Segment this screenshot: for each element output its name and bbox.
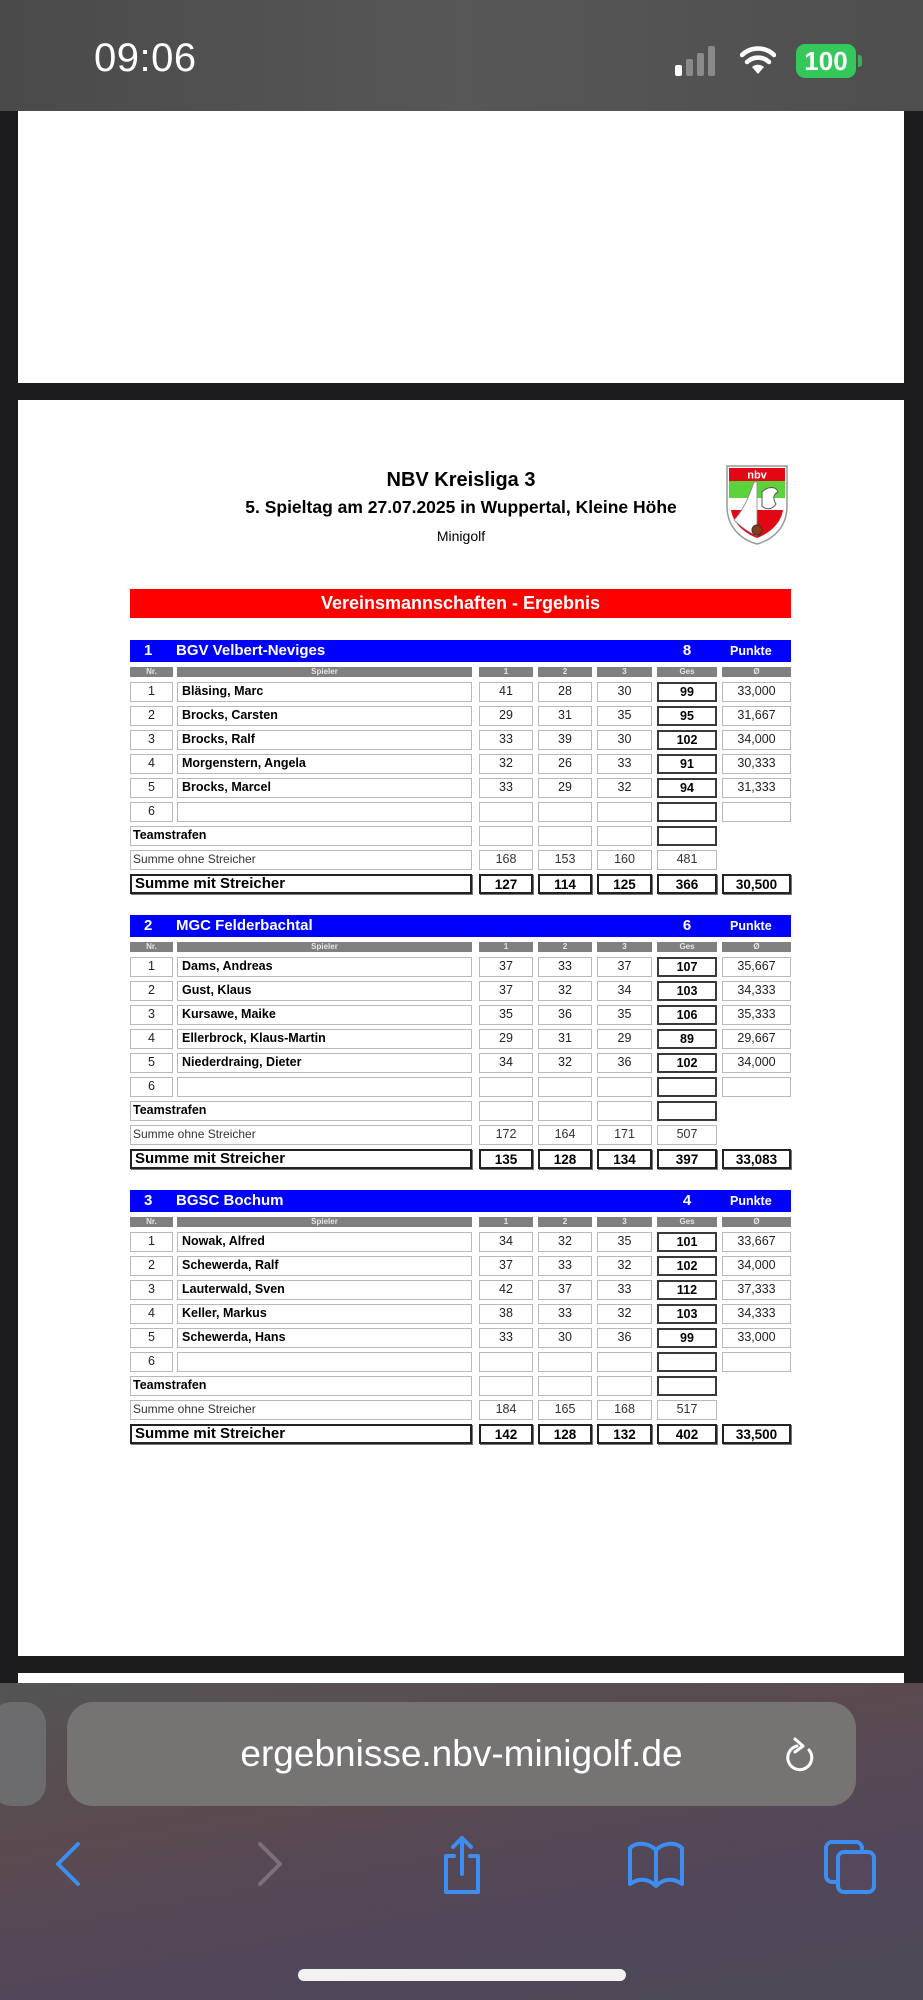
player-score-r2: 32 <box>538 1053 592 1073</box>
player-nr: 1 <box>130 957 173 977</box>
player-score-avg: 34,000 <box>722 1053 791 1073</box>
player-name: Kursawe, Maike <box>177 1005 472 1025</box>
player-nr: 4 <box>130 1029 173 1049</box>
column-header-player: Spieler <box>177 1217 472 1227</box>
sum-with-avg: 30,500 <box>722 874 791 894</box>
player-nr: 5 <box>130 778 173 798</box>
column-header-total: Ges <box>657 1217 717 1227</box>
column-header-player: Spieler <box>177 667 472 677</box>
player-score-r3: 35 <box>597 1232 652 1252</box>
previous-tab-peek[interactable] <box>0 1702 46 1806</box>
sum-without-label: Summe ohne Streicher <box>130 850 472 870</box>
player-nr: 4 <box>130 754 173 774</box>
player-score-r3 <box>597 802 652 822</box>
document-subtitle: 5. Spieltag am 27.07.2025 in Wuppertal, Kleine Höhe <box>245 497 677 517</box>
player-score-total: 101 <box>657 1232 717 1252</box>
player-row <box>130 1230 791 1254</box>
penalty-total <box>657 826 717 846</box>
player-score-r2: 31 <box>538 706 592 726</box>
player-score-avg: 33,000 <box>722 1328 791 1348</box>
team-penalties-row <box>130 1099 791 1123</box>
player-score-total: 99 <box>657 682 717 702</box>
team-name: MGC Felderbachtal <box>176 917 313 934</box>
sum-with-label: Summe mit Streicher <box>130 874 472 894</box>
team-table <box>130 1190 791 1446</box>
sum-with-label: Summe mit Streicher <box>130 1424 472 1444</box>
player-row <box>130 955 791 979</box>
penalty-r3 <box>597 826 652 846</box>
wifi-icon <box>740 44 776 76</box>
sum-without-drop-row <box>130 848 791 872</box>
team-rank: 1 <box>144 642 153 659</box>
player-score-total: 103 <box>657 981 717 1001</box>
player-score-r2 <box>538 1352 592 1372</box>
player-name: Brocks, Ralf <box>177 730 472 750</box>
player-name: Ellerbrock, Klaus-Martin <box>177 1029 472 1049</box>
player-row <box>130 1326 791 1350</box>
player-score-total: 102 <box>657 1256 717 1276</box>
penalty-r1 <box>479 826 533 846</box>
sum-without-r1: 184 <box>479 1400 533 1420</box>
player-score-r1: 34 <box>479 1053 533 1073</box>
penalty-total <box>657 1101 717 1121</box>
player-score-avg: 37,333 <box>722 1280 791 1300</box>
team-table <box>130 640 791 896</box>
team-rank: 2 <box>144 917 153 934</box>
penalties-label: Teamstrafen <box>130 1101 472 1121</box>
column-header-nr: Nr. <box>130 1217 173 1227</box>
column-header-total: Ges <box>657 942 717 952</box>
player-score-r3: 35 <box>597 706 652 726</box>
sum-with-r3: 132 <box>597 1424 652 1444</box>
player-score-total: 102 <box>657 1053 717 1073</box>
player-score-r3: 37 <box>597 957 652 977</box>
status-bar <box>0 0 923 111</box>
team-penalties-row <box>130 824 791 848</box>
sum-without-total: 517 <box>657 1400 717 1420</box>
player-score-r1: 33 <box>479 778 533 798</box>
player-score-r3: 35 <box>597 1005 652 1025</box>
player-name: Schewerda, Ralf <box>177 1256 472 1276</box>
player-score-r2 <box>538 1077 592 1097</box>
player-nr: 5 <box>130 1053 173 1073</box>
player-score-r3: 30 <box>597 682 652 702</box>
battery-icon: 100 <box>796 44 856 78</box>
sum-with-avg: 33,500 <box>722 1424 791 1444</box>
player-name: Niederdraing, Dieter <box>177 1053 472 1073</box>
player-score-r2: 37 <box>538 1280 592 1300</box>
player-score-r1: 29 <box>479 706 533 726</box>
column-header-round-3: 3 <box>597 1217 652 1227</box>
sum-with-label: Summe mit Streicher <box>130 1149 472 1169</box>
player-score-total: 102 <box>657 730 717 750</box>
reload-icon[interactable] <box>783 1736 819 1778</box>
player-score-avg: 33,000 <box>722 682 791 702</box>
player-score-r1: 33 <box>479 730 533 750</box>
player-score-r2: 26 <box>538 754 592 774</box>
player-nr: 6 <box>130 802 173 822</box>
player-score-avg: 30,333 <box>722 754 791 774</box>
player-score-r3: 36 <box>597 1053 652 1073</box>
player-score-avg: 33,667 <box>722 1232 791 1252</box>
player-nr: 4 <box>130 1304 173 1324</box>
sum-without-r3: 160 <box>597 850 652 870</box>
player-score-avg: 29,667 <box>722 1029 791 1049</box>
player-name: Keller, Markus <box>177 1304 472 1324</box>
column-header-row <box>130 939 791 955</box>
player-score-avg: 34,333 <box>722 981 791 1001</box>
sum-without-total: 481 <box>657 850 717 870</box>
player-nr: 1 <box>130 682 173 702</box>
player-score-r2: 32 <box>538 981 592 1001</box>
player-nr: 3 <box>130 1005 173 1025</box>
column-header-average: Ø <box>722 667 791 677</box>
sum-with-total: 402 <box>657 1424 717 1444</box>
player-score-avg: 34,333 <box>722 1304 791 1324</box>
sum-with-total: 397 <box>657 1149 717 1169</box>
player-score-r3: 33 <box>597 754 652 774</box>
player-score-r3: 34 <box>597 981 652 1001</box>
player-name <box>177 802 472 822</box>
column-header-round-3: 3 <box>597 667 652 677</box>
player-score-r1 <box>479 1077 533 1097</box>
column-header-row <box>130 664 791 680</box>
sum-without-r3: 168 <box>597 1400 652 1420</box>
player-nr: 1 <box>130 1232 173 1252</box>
player-score-r1: 37 <box>479 981 533 1001</box>
player-row <box>130 800 791 824</box>
player-row <box>130 1254 791 1278</box>
player-score-r2: 32 <box>538 1232 592 1252</box>
player-score-total: 112 <box>657 1280 717 1300</box>
player-score-r2: 30 <box>538 1328 592 1348</box>
points-label: Punkte <box>730 919 772 933</box>
player-score-r1: 37 <box>479 957 533 977</box>
player-score-r3 <box>597 1352 652 1372</box>
penalty-r2 <box>538 1101 592 1121</box>
player-nr: 6 <box>130 1077 173 1097</box>
player-score-r1: 35 <box>479 1005 533 1025</box>
player-name <box>177 1352 472 1372</box>
player-row <box>130 728 791 752</box>
player-row <box>130 1027 791 1051</box>
column-header-round-2: 2 <box>538 667 592 677</box>
team-name: BGV Velbert-Neviges <box>176 642 326 659</box>
sum-without-r1: 172 <box>479 1125 533 1145</box>
player-score-r1: 37 <box>479 1256 533 1276</box>
player-score-r2 <box>538 802 592 822</box>
player-score-avg: 31,333 <box>722 778 791 798</box>
player-score-r2: 33 <box>538 957 592 977</box>
player-score-r1: 29 <box>479 1029 533 1049</box>
player-name: Dams, Andreas <box>177 957 472 977</box>
player-row <box>130 1051 791 1075</box>
player-nr: 2 <box>130 706 173 726</box>
player-score-avg <box>722 802 791 822</box>
team-rank: 3 <box>144 1192 153 1209</box>
player-row <box>130 1075 791 1099</box>
sum-with-drop-row <box>130 1147 791 1171</box>
team-header <box>130 915 791 937</box>
player-score-r3: 32 <box>597 1256 652 1276</box>
penalty-r3 <box>597 1376 652 1396</box>
sum-with-r1: 127 <box>479 874 533 894</box>
player-name: Morgenstern, Angela <box>177 754 472 774</box>
player-score-total: 94 <box>657 778 717 798</box>
penalty-r1 <box>479 1376 533 1396</box>
sum-without-drop-row <box>130 1398 791 1422</box>
player-nr: 3 <box>130 730 173 750</box>
player-score-r3: 33 <box>597 1280 652 1300</box>
team-points: 4 <box>682 1192 692 1209</box>
sum-without-label: Summe ohne Streicher <box>130 1125 472 1145</box>
player-score-r2: 31 <box>538 1029 592 1049</box>
url-text[interactable]: ergebnisse.nbv-minigolf.de <box>240 1733 683 1774</box>
column-header-nr: Nr. <box>130 942 173 952</box>
column-header-round-2: 2 <box>538 1217 592 1227</box>
player-score-r3: 32 <box>597 1304 652 1324</box>
player-row <box>130 1350 791 1374</box>
bookmarks-icon[interactable] <box>626 1840 686 1890</box>
player-name: Brocks, Marcel <box>177 778 472 798</box>
sum-with-avg: 33,083 <box>722 1149 791 1169</box>
player-row <box>130 979 791 1003</box>
battery-nub <box>858 55 862 67</box>
column-header-round-1: 1 <box>479 1217 533 1227</box>
sum-without-label: Summe ohne Streicher <box>130 1400 472 1420</box>
document-title: NBV Kreisliga 3 <box>386 469 536 491</box>
document-sport: Minigolf <box>436 528 486 544</box>
sum-without-total: 507 <box>657 1125 717 1145</box>
sum-with-drop-row <box>130 1422 791 1446</box>
player-score-r2: 29 <box>538 778 592 798</box>
address-bar[interactable] <box>67 1702 856 1806</box>
penalties-label: Teamstrafen <box>130 826 472 846</box>
player-score-r1: 42 <box>479 1280 533 1300</box>
sum-with-r1: 142 <box>479 1424 533 1444</box>
column-header-nr: Nr. <box>130 667 173 677</box>
sum-with-r2: 128 <box>538 1424 592 1444</box>
sum-without-r2: 164 <box>538 1125 592 1145</box>
team-name: BGSC Bochum <box>176 1192 284 1209</box>
penalty-r3 <box>597 1101 652 1121</box>
penalty-r1 <box>479 1101 533 1121</box>
player-score-r1: 41 <box>479 682 533 702</box>
player-row <box>130 704 791 728</box>
player-row <box>130 1003 791 1027</box>
player-score-r1 <box>479 1352 533 1372</box>
player-name: Gust, Klaus <box>177 981 472 1001</box>
player-name: Brocks, Carsten <box>177 706 472 726</box>
player-nr: 2 <box>130 981 173 1001</box>
player-score-r2: 33 <box>538 1304 592 1324</box>
player-score-avg: 31,667 <box>722 706 791 726</box>
points-label: Punkte <box>730 644 772 658</box>
column-header-total: Ges <box>657 667 717 677</box>
penalty-r2 <box>538 1376 592 1396</box>
column-header-round-1: 1 <box>479 667 533 677</box>
penalty-total <box>657 1376 717 1396</box>
back-icon[interactable] <box>52 1840 86 1888</box>
player-nr: 3 <box>130 1280 173 1300</box>
status-time: 09:06 <box>94 36 197 80</box>
player-score-total <box>657 802 717 822</box>
results-banner: Vereinsmannschaften - Ergebnis <box>130 589 791 618</box>
player-name: Nowak, Alfred <box>177 1232 472 1252</box>
player-score-r2: 39 <box>538 730 592 750</box>
player-row <box>130 1302 791 1326</box>
player-score-total <box>657 1352 717 1372</box>
tabs-icon[interactable] <box>822 1838 878 1896</box>
player-score-r1 <box>479 802 533 822</box>
player-name: Bläsing, Marc <box>177 682 472 702</box>
sum-with-total: 366 <box>657 874 717 894</box>
player-row <box>130 776 791 800</box>
player-score-total: 103 <box>657 1304 717 1324</box>
column-header-average: Ø <box>722 1217 791 1227</box>
player-score-total: 107 <box>657 957 717 977</box>
player-score-r3: 29 <box>597 1029 652 1049</box>
share-icon[interactable] <box>436 1834 488 1896</box>
player-score-r1: 32 <box>479 754 533 774</box>
player-score-r1: 34 <box>479 1232 533 1252</box>
cellular-signal-icon <box>675 46 719 76</box>
column-header-row <box>130 1214 791 1230</box>
player-score-r3: 36 <box>597 1328 652 1348</box>
sum-with-r2: 114 <box>538 874 592 894</box>
player-score-r3 <box>597 1077 652 1097</box>
player-row <box>130 752 791 776</box>
player-score-r2: 28 <box>538 682 592 702</box>
column-header-round-1: 1 <box>479 942 533 952</box>
player-name <box>177 1077 472 1097</box>
points-label: Punkte <box>730 1194 772 1208</box>
column-header-player: Spieler <box>177 942 472 952</box>
player-score-r3: 32 <box>597 778 652 798</box>
player-nr: 2 <box>130 1256 173 1276</box>
column-header-round-2: 2 <box>538 942 592 952</box>
svg-text:nbv: nbv <box>747 469 767 482</box>
column-header-average: Ø <box>722 942 791 952</box>
player-score-avg: 35,333 <box>722 1005 791 1025</box>
sum-with-r2: 128 <box>538 1149 592 1169</box>
player-name: Lauterwald, Sven <box>177 1280 472 1300</box>
player-score-avg: 35,667 <box>722 957 791 977</box>
team-header <box>130 640 791 662</box>
team-table <box>130 915 791 1171</box>
player-score-r2: 33 <box>538 1256 592 1276</box>
player-score-total: 91 <box>657 754 717 774</box>
sum-without-r2: 165 <box>538 1400 592 1420</box>
player-row <box>130 1278 791 1302</box>
column-header-round-3: 3 <box>597 942 652 952</box>
team-points: 6 <box>682 917 692 934</box>
sum-without-drop-row <box>130 1123 791 1147</box>
sum-without-r2: 153 <box>538 850 592 870</box>
sum-without-r1: 168 <box>479 850 533 870</box>
nbv-logo-icon <box>722 464 792 546</box>
sum-without-r3: 171 <box>597 1125 652 1145</box>
player-score-avg <box>722 1352 791 1372</box>
player-score-avg: 34,000 <box>722 1256 791 1276</box>
player-nr: 5 <box>130 1328 173 1348</box>
player-score-total: 106 <box>657 1005 717 1025</box>
pdf-page-1 <box>18 111 904 383</box>
player-score-total: 89 <box>657 1029 717 1049</box>
player-score-r2: 36 <box>538 1005 592 1025</box>
player-score-avg <box>722 1077 791 1097</box>
home-indicator <box>298 1969 626 1981</box>
player-row <box>130 680 791 704</box>
team-header <box>130 1190 791 1212</box>
pdf-page-2 <box>18 400 904 1656</box>
player-score-total: 95 <box>657 706 717 726</box>
player-name: Schewerda, Hans <box>177 1328 472 1348</box>
player-nr: 6 <box>130 1352 173 1372</box>
team-penalties-row <box>130 1374 791 1398</box>
player-score-r3: 30 <box>597 730 652 750</box>
player-score-total <box>657 1077 717 1097</box>
player-score-total: 99 <box>657 1328 717 1348</box>
sum-with-r3: 134 <box>597 1149 652 1169</box>
penalties-label: Teamstrafen <box>130 1376 472 1396</box>
player-score-avg: 34,000 <box>722 730 791 750</box>
sum-with-r1: 135 <box>479 1149 533 1169</box>
player-score-r1: 38 <box>479 1304 533 1324</box>
forward-icon[interactable] <box>252 1840 286 1888</box>
team-points: 8 <box>682 642 692 659</box>
sum-with-drop-row <box>130 872 791 896</box>
penalty-r2 <box>538 826 592 846</box>
sum-with-r3: 125 <box>597 874 652 894</box>
player-score-r1: 33 <box>479 1328 533 1348</box>
